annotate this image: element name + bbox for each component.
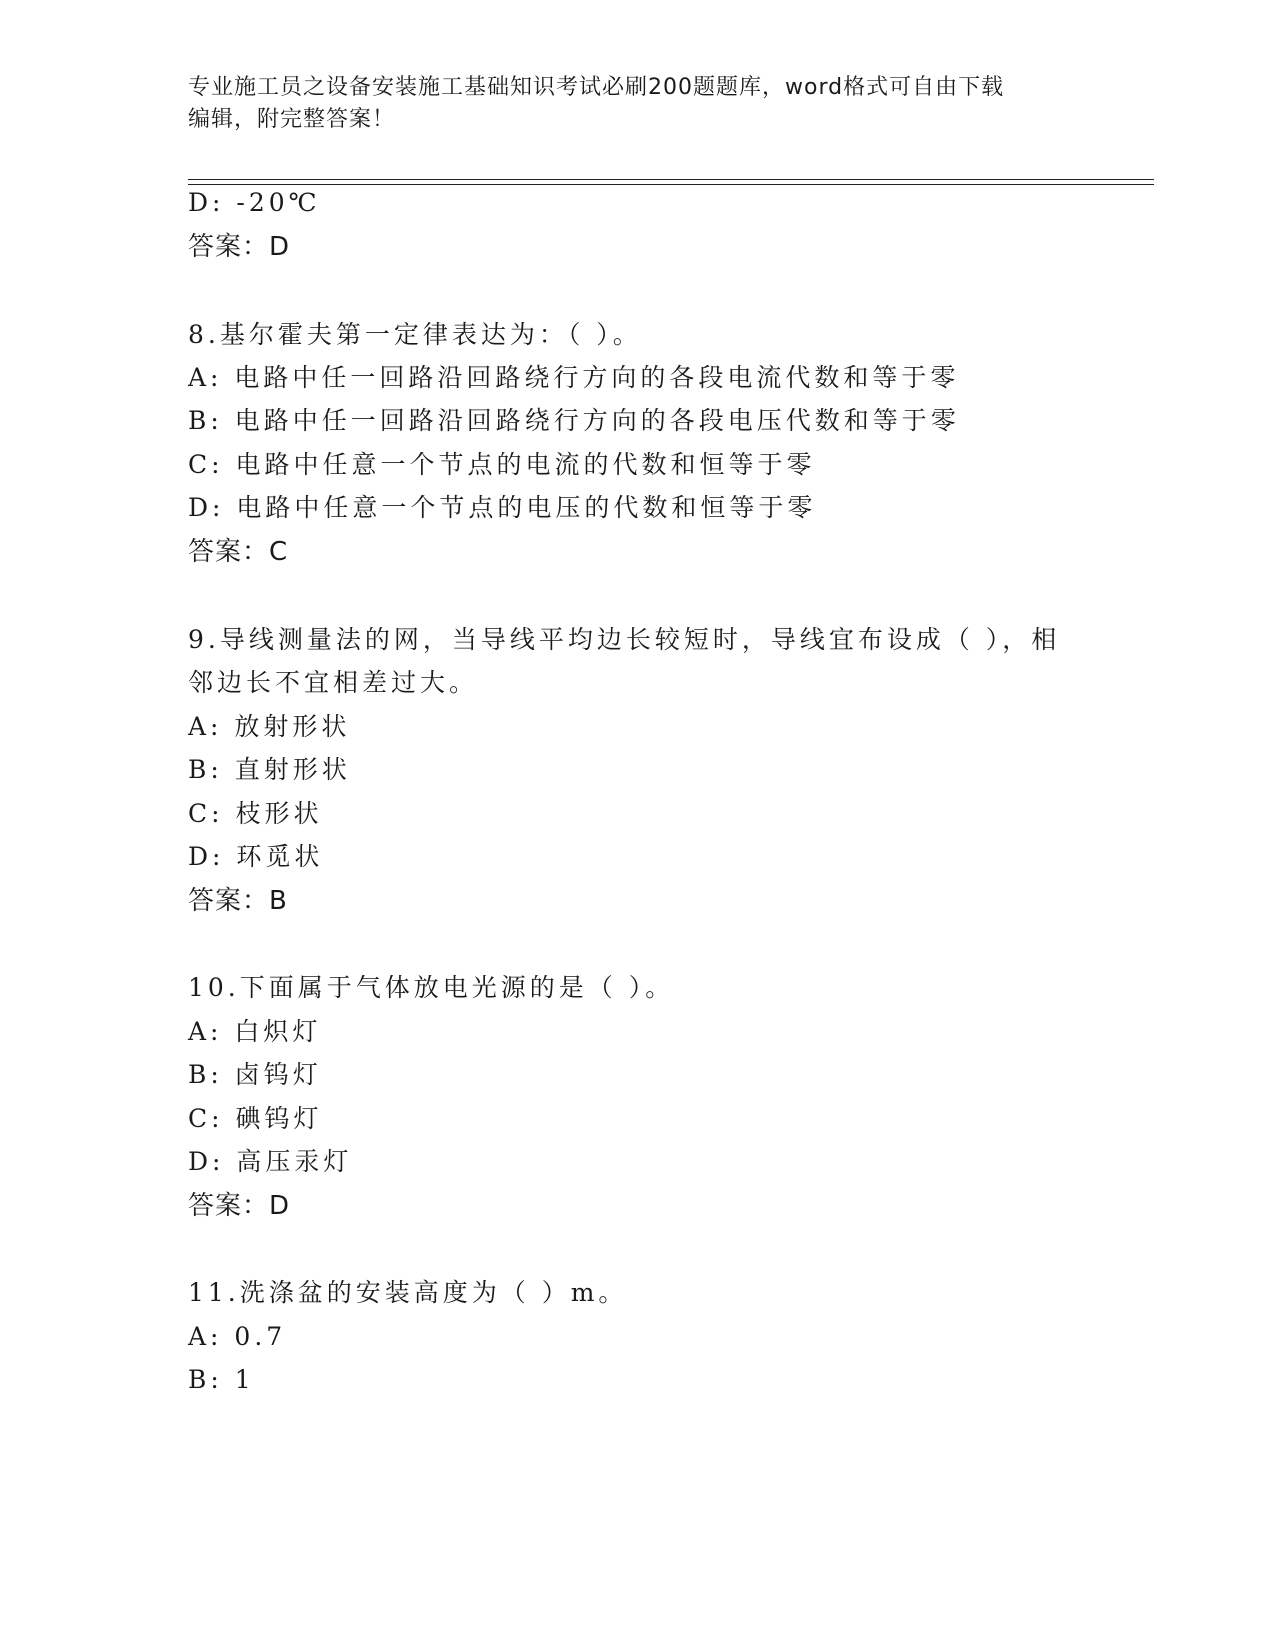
q10-answer: 答案：D: [188, 1191, 291, 1221]
q8-option-b: B: 电路中任一回路沿回路绕行方向的各段电压代数和等于零: [188, 406, 960, 435]
q11-stem: 11.洗涤盆的安装高度为（ ）m。: [188, 1278, 628, 1307]
q9-option-c: C: 枝形状: [188, 799, 323, 828]
q9-stem-line1: 9.导线测量法的网，当导线平均边长较短时，导线宜布设成（ ），相: [188, 625, 1061, 654]
document-header: [188, 72, 1088, 136]
header-divider-top: [188, 179, 1154, 180]
q8-option-d: D: 电路中任意一个节点的电压的代数和恒等于零: [188, 493, 817, 522]
q7-answer: 答案：D: [188, 232, 291, 262]
q8-option-c: C: 电路中任意一个节点的电流的代数和恒等于零: [188, 450, 816, 479]
q9-answer: 答案：B: [188, 886, 288, 916]
q10-option-a: A: 白炽灯: [188, 1017, 322, 1046]
header-title-line1: 专业施工员之设备安装施工基础知识考试必刷200题题库，word格式可自由下载: [188, 75, 1005, 100]
q8-stem: 8.基尔霍夫第一定律表达为：（ ）。: [188, 320, 642, 349]
q11-option-b: B: 1: [188, 1365, 255, 1394]
header-title-line2: 编辑，附完整答案！: [188, 107, 396, 132]
q7-option-d: D: -20℃: [188, 188, 321, 217]
q9-option-d: D: 环觅状: [188, 842, 324, 871]
q8-option-a: A: 电路中任一回路沿回路绕行方向的各段电流代数和等于零: [188, 363, 960, 392]
q11-option-a: A: 0.7: [188, 1322, 287, 1351]
q9-stem-line2: 邻边长不宜相差过大。: [188, 668, 479, 697]
q10-option-c: C: 碘钨灯: [188, 1104, 323, 1133]
q9-option-a: A: 放射形状: [188, 712, 351, 741]
q10-stem: 10.下面属于气体放电光源的是（ ）。: [188, 973, 675, 1002]
q10-option-d: D: 高压汞灯: [188, 1147, 353, 1176]
header-divider-bottom: [188, 184, 1154, 185]
q9-option-b: B: 直射形状: [188, 755, 351, 784]
q10-option-b: B: 卤钨灯: [188, 1060, 322, 1089]
q8-answer: 答案：C: [188, 537, 289, 567]
